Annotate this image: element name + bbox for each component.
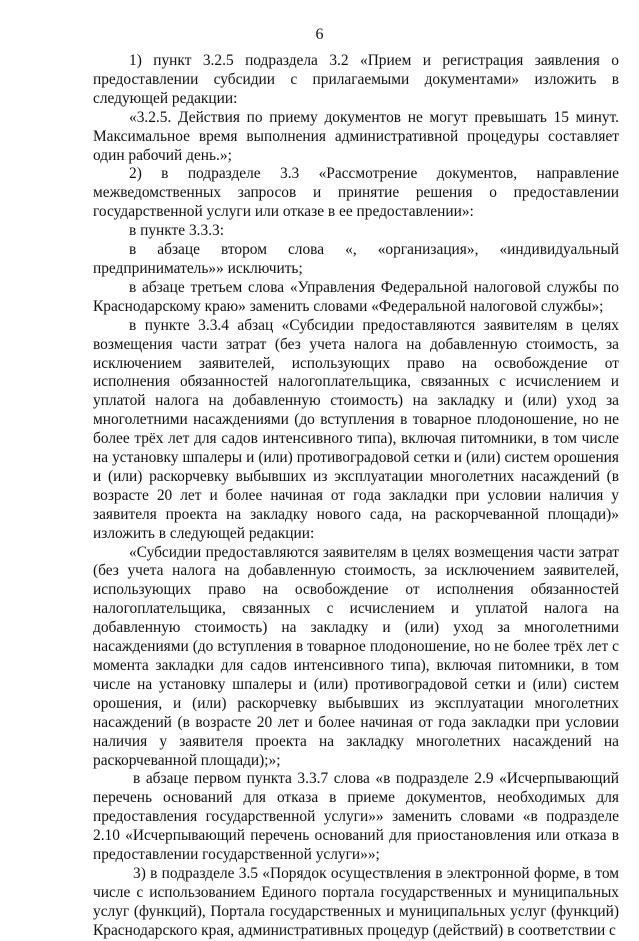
document-body — [93, 52, 619, 941]
paragraph-10: 3) в подразделе 3.5 «Порядок осуществления в электронной форме, в том числе с использованием Единого портала государственных и муниципальных услуг (функций), Портала государственных и муниципальных услуг (функций) Краснодарского края, административных процедур (действий) в соответствии с — [93, 864, 619, 939]
paragraph-9: в абзаце первом пункта 3.3.7 слова «в подразделе 2.9 «Исчерпывающий перечень оснований для отказа в приеме документов, необходимых для предоставления государственной услуги»» заменить словами «в подразделе 2.10 «Исчерпывающий перечень оснований для приостановления или отказа в предоставлении государственной услуги»»; — [93, 770, 619, 864]
paragraph-7: в пункте 3.3.4 абзац «Субсидии предоставляются заявителям в целях возмещения части затрат (без учета налога на добавленную стоимость, за исключением заявителей, использующих право на освобождение от исполнения обязанностей налогоплательщика, связанных с исчислением и уплатой налога на добавленную стоимость) на закладку и (или) уход за многолетними насаждениями (до вступления в товарное плодоношение, но не более трёх лет для садов интенсивного типа), включая питомники, в том числе на установку шпалеры и (или) противоградовой сетки и (или) систем орошения и (или) раскорчевку выбывших из эксплуатации многолетних насаждений (в возрасте 20 лет и более начиная от года закладки при условии наличия у заявителя проекта на закладку нового сада, на раскорчеванной площади)» изложить в следующей редакции: — [93, 316, 619, 542]
paragraph-6: в абзаце третьем слова «Управления Федеральной налоговой службы по Краснодарскому краю» заменить словами «Федеральной налоговой службы»; — [93, 278, 619, 315]
page-number: 6 — [315, 26, 324, 43]
paragraph-3: 2) в подразделе 3.3 «Рассмотрение документов, направление межведомственных запросов и принятие решения о предоставлении государственной услуги или отказе в ее предоставлении»: — [93, 165, 619, 221]
paragraph-5: в абзаце втором слова «, «организация», «индивидуальный предприниматель»» исключить; — [93, 241, 619, 277]
paragraph-2: «3.2.5. Действия по приему документов не могут превышать 15 минут. Максимальное время выполнения административной процедуры составляет один рабочий день.»; — [93, 108, 619, 164]
paragraph-8: «Субсидии предоставляются заявителям в целях возмещения части затрат (без учета налога на добавленную стоимость, за исключением заявителей, использующих право на освобождение от исполнения обязанностей налогоплательщика, связанных с исчислением и уплатой налога на добавленную стоимость) на закладку и (или) уход за многолетними насаждениями (до вступления в товарное плодоношение, но не более трёх лет с момента закладки для садов интенсивного типа), включая питомники, в том числе на установку шпалеры и (или) противоградовой сетки и (или) систем орошения, и (или) раскорчевку выбывших из эксплуатации многолетних насаждений (в возрасте 20 лет и более начиная от года закладки при условии наличия у заявителя проекта на закладку многолетних насаждений на раскорчеванной площади);»; — [93, 543, 619, 769]
paragraph-1: 1) пункт 3.2.5 подраздела 3.2 «Прием и регистрация заявления о предоставлении субсидии с прилагаемыми документами» изложить в следующей редакции: — [93, 52, 619, 107]
paragraph-4: в пункте 3.3.3: — [129, 222, 225, 240]
